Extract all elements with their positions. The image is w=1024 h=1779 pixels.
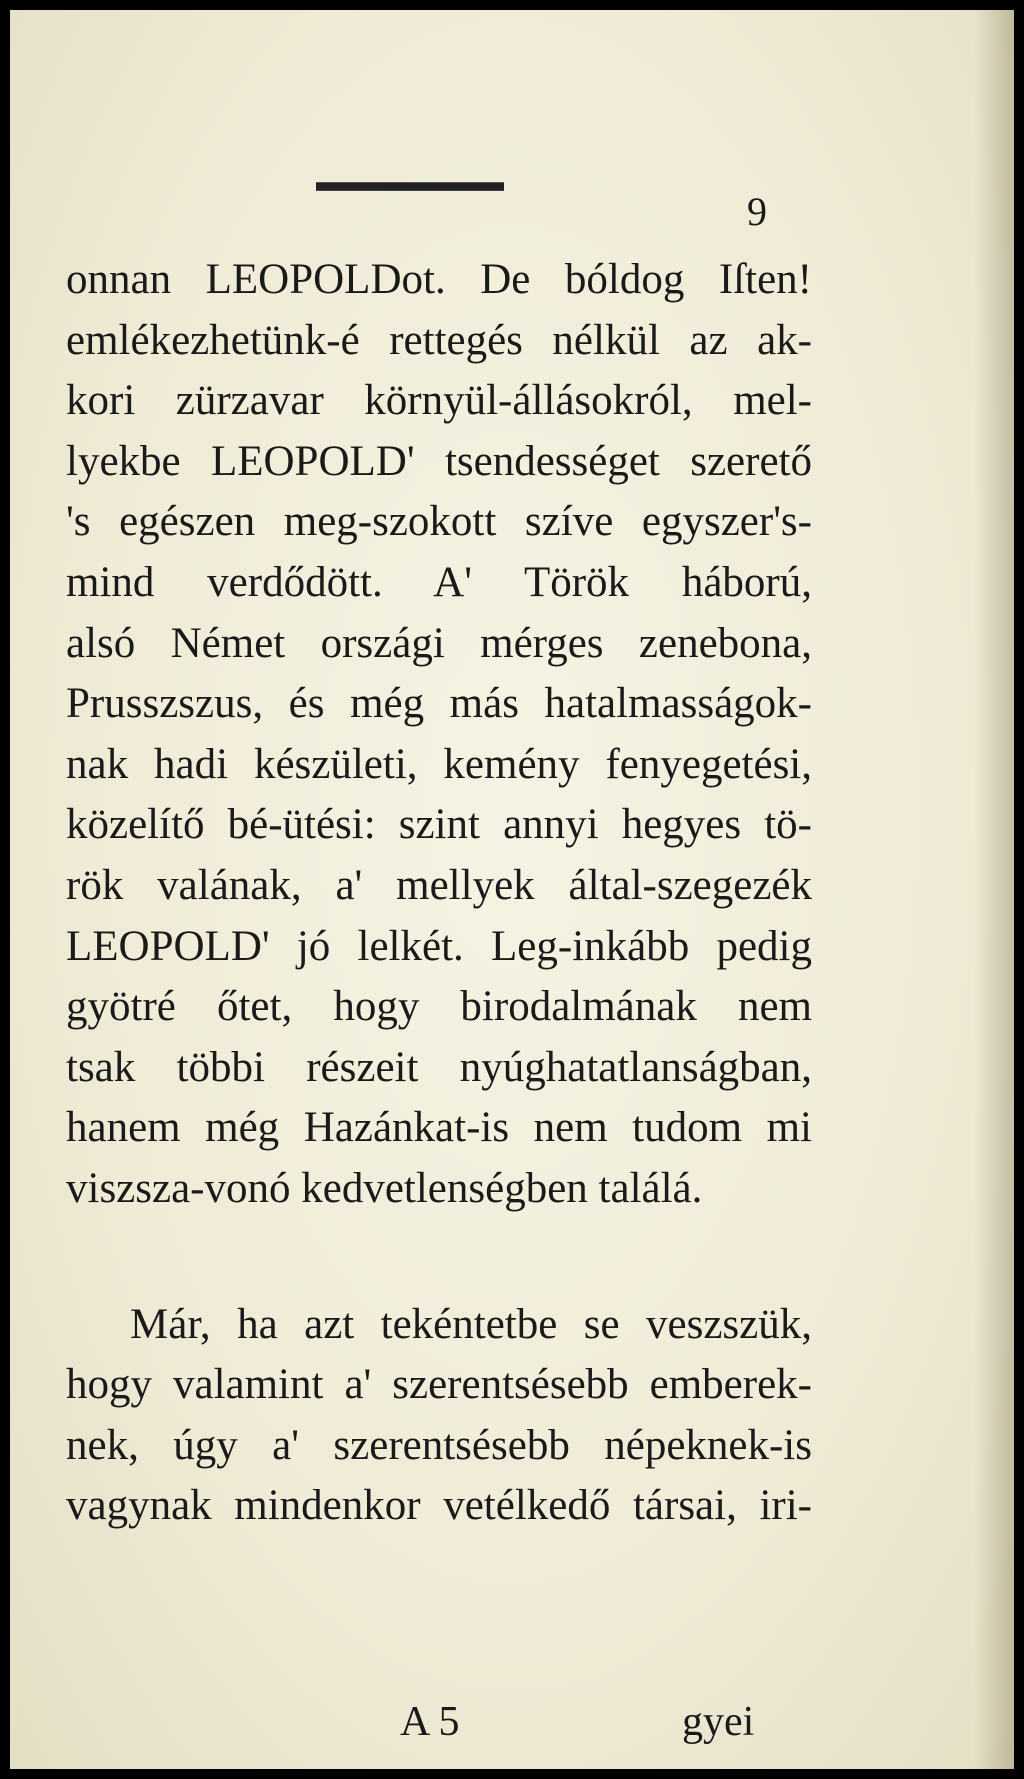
header-rule [316, 182, 504, 191]
paragraph-1 [66, 250, 812, 1220]
paragraph-gap [66, 1220, 812, 1295]
body-text [66, 250, 812, 1537]
text-line: tsak többi részeit nyúghatatlanságban, [66, 1043, 812, 1091]
text-line: onnan LEOPOLDot. De bóldog Iſten! [66, 256, 812, 303]
book-page [10, 10, 1014, 1769]
text-line: kori zürzavar környül-állásokról, mel- [66, 377, 812, 425]
text-line: LEOPOLD' jó lelkét. Leg-inkább pedig [66, 922, 812, 970]
catchword: gyei [682, 1699, 755, 1745]
page-number: 9 [747, 189, 767, 234]
page-edge-shadow [974, 10, 1014, 1769]
text-line: nek, úgy a' szerentsésebb népeknek-is [66, 1421, 812, 1469]
text-line: hanem még Hazánkat-is nem tudom mi [66, 1104, 812, 1152]
paragraph-2 [66, 1295, 812, 1537]
text-line: viszsza-vonó kedvetlenségben találá. [66, 1164, 703, 1212]
text-line: Már, ha azt tekéntetbe se veszszük, [130, 1300, 812, 1348]
text-line: Prusszszus, és még más hatalmasságok- [66, 680, 812, 728]
text-line: közelítő bé-ütési: szint annyi hegyes tö- [66, 801, 812, 849]
text-line: alsó Német országi mérges zenebona, [66, 619, 812, 667]
text-line: mind verdődött. A' Török háború, [66, 558, 812, 606]
text-line: 's egészen meg-szokott szíve egyszer's- [66, 498, 812, 546]
text-line: emlékezhetünk-é rettegés nélkül az ak- [66, 316, 812, 364]
text-line: rök valának, a' mellyek által-szegezék [66, 861, 812, 909]
text-line: lyekbe LEOPOLD' tsendességet szerető [66, 437, 812, 485]
text-line: gyötré őtet, hogy birodalmának nem [66, 983, 812, 1031]
signature-mark: A 5 [400, 1699, 460, 1745]
text-line: hogy valamint a' szerentsésebb emberek- [66, 1361, 812, 1409]
text-line: vagynak mindenkor vetélkedő társai, iri- [66, 1482, 812, 1530]
text-line: nak hadi készületi, kemény fenyegetési, [66, 740, 812, 788]
